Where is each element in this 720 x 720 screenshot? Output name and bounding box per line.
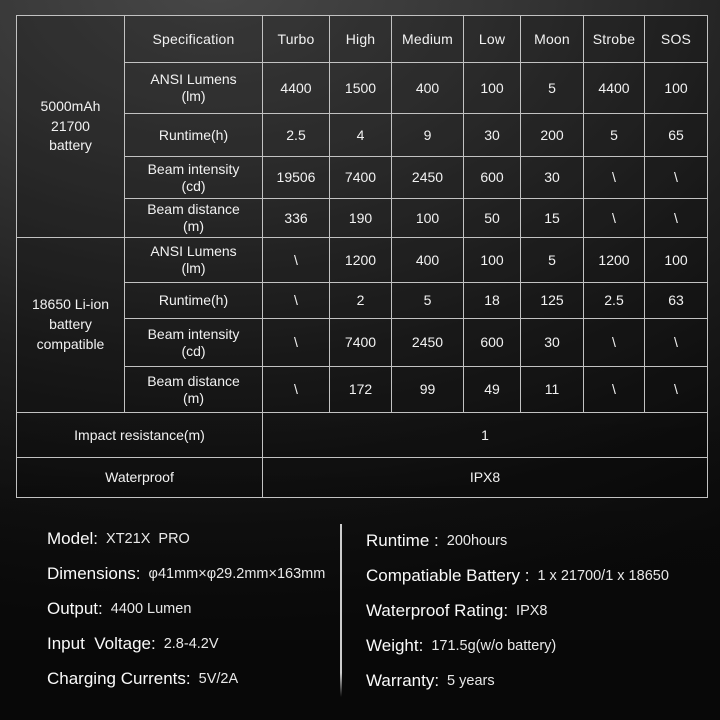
details-divider	[340, 524, 342, 697]
value-cell: 100	[464, 63, 521, 114]
value-cell: \	[584, 157, 645, 199]
table-header-row	[17, 16, 708, 63]
col-header-moon: Moon	[521, 16, 584, 63]
value-cell: 200	[521, 114, 584, 157]
detail-value: φ41mm×φ29.2mm×163mm	[148, 565, 326, 582]
spec-unit: (cd)	[181, 177, 206, 194]
spec-name: Beam intensity	[147, 325, 240, 342]
detail-waterproof-rating	[366, 593, 669, 628]
value-cell: 65	[645, 114, 708, 157]
spec-name: ANSI Lumens	[150, 71, 237, 88]
impact-resistance-label: Impact resistance(m)	[17, 413, 263, 458]
value-cell: \	[584, 199, 645, 238]
value-cell: 4	[330, 114, 392, 157]
detail-label: Waterproof Rating:	[366, 600, 509, 620]
col-header-low: Low	[464, 16, 521, 63]
value-cell: 100	[392, 199, 464, 238]
details-right-column	[366, 523, 669, 698]
value-cell: 7400	[330, 157, 392, 199]
detail-weight	[366, 628, 669, 663]
value-cell: 1200	[330, 238, 392, 283]
detail-label: Compatiable Battery :	[366, 565, 530, 585]
detail-label: Dimensions:	[47, 563, 141, 583]
spec-cell-ansi-lumens	[125, 238, 263, 283]
col-header-turbo: Turbo	[263, 16, 330, 63]
value-cell: 50	[464, 199, 521, 238]
detail-dimensions	[47, 556, 325, 591]
value-cell: 19506	[263, 157, 330, 199]
group-label-line: 21700	[51, 117, 90, 134]
detail-label: Input Voltage:	[47, 633, 156, 653]
detail-value: 4400 Lumen	[110, 600, 192, 617]
detail-input-voltage	[47, 626, 325, 661]
waterproof-label: Waterproof	[17, 458, 263, 498]
value-cell: 190	[330, 199, 392, 238]
detail-compatible-battery	[366, 558, 669, 593]
detail-value: 2.8-4.2V	[163, 635, 219, 652]
detail-label: Output:	[47, 598, 103, 618]
value-cell: 125	[521, 283, 584, 319]
value-cell: 1500	[330, 63, 392, 114]
detail-value: 171.5g(w/o battery)	[431, 637, 557, 654]
value-cell: 5	[584, 114, 645, 157]
value-cell: 7400	[330, 319, 392, 367]
spec-name: Beam intensity	[147, 160, 240, 177]
detail-output	[47, 591, 325, 626]
value-cell: \	[263, 238, 330, 283]
detail-value: 5 years	[447, 672, 495, 689]
detail-value: 200hours	[446, 532, 508, 549]
spec-cell-beam-intensity	[125, 319, 263, 367]
detail-warranty	[366, 663, 669, 698]
value-cell: \	[263, 367, 330, 413]
spec-name: Beam distance	[147, 201, 240, 218]
value-cell: 4400	[263, 63, 330, 114]
spec-unit: (cd)	[181, 342, 206, 359]
summary-row	[17, 458, 708, 498]
detail-charging-currents	[47, 661, 325, 696]
col-header-specification: Specification	[125, 16, 263, 63]
detail-model	[47, 521, 325, 556]
value-cell: \	[263, 283, 330, 319]
value-cell: 600	[464, 157, 521, 199]
value-cell: \	[645, 319, 708, 367]
value-cell: 30	[521, 319, 584, 367]
spec-unit: (m)	[183, 389, 204, 406]
value-cell: 49	[464, 367, 521, 413]
detail-label: Charging Currents:	[47, 668, 191, 688]
detail-label: Model:	[47, 528, 99, 548]
value-cell: 11	[521, 367, 584, 413]
detail-value: IPX8	[516, 602, 548, 619]
detail-label: Runtime :	[366, 530, 439, 550]
spec-row	[17, 238, 708, 283]
battery-group-label-21700	[17, 16, 125, 238]
value-cell: 18	[464, 283, 521, 319]
spec-unit: (m)	[183, 218, 204, 234]
value-cell: 5	[521, 238, 584, 283]
spec-cell-runtime	[125, 114, 263, 157]
summary-row	[17, 413, 708, 458]
value-cell: 5	[521, 63, 584, 114]
col-header-sos: SOS	[645, 16, 708, 63]
value-cell: 99	[392, 367, 464, 413]
value-cell: \	[584, 319, 645, 367]
detail-runtime	[366, 523, 669, 558]
value-cell: \	[263, 319, 330, 367]
detail-value: 5V/2A	[198, 670, 239, 687]
value-cell: \	[584, 367, 645, 413]
detail-value: 1 x 21700/1 x 18650	[537, 567, 669, 584]
spec-table	[16, 15, 708, 498]
spec-cell-beam-distance	[125, 199, 263, 238]
col-header-medium: Medium	[392, 16, 464, 63]
value-cell: 30	[521, 157, 584, 199]
details-left-column	[47, 521, 325, 696]
value-cell: 400	[392, 238, 464, 283]
value-cell: \	[645, 199, 708, 238]
spec-cell-runtime	[125, 283, 263, 319]
value-cell: 1200	[584, 238, 645, 283]
value-cell: 400	[392, 63, 464, 114]
value-cell: 4400	[584, 63, 645, 114]
value-cell: \	[645, 157, 708, 199]
detail-value: XT21X PRO	[106, 530, 190, 547]
spec-cell-ansi-lumens	[125, 63, 263, 114]
value-cell: 336	[263, 199, 330, 238]
battery-group-label-18650	[17, 238, 125, 413]
value-cell: 172	[330, 367, 392, 413]
value-cell: 100	[645, 63, 708, 114]
value-cell: 15	[521, 199, 584, 238]
spec-name: Runtime(h)	[158, 292, 229, 309]
impact-resistance-value: 1	[263, 413, 708, 458]
group-label-line: 18650 Li-ion	[31, 296, 110, 313]
waterproof-value: IPX8	[263, 458, 708, 498]
value-cell: 100	[464, 238, 521, 283]
spec-name: Runtime(h)	[158, 126, 229, 143]
group-label-line: compatible	[36, 335, 105, 352]
spec-cell-beam-distance	[125, 367, 263, 413]
value-cell: 30	[464, 114, 521, 157]
col-header-strobe: Strobe	[584, 16, 645, 63]
detail-label: Weight:	[366, 635, 424, 655]
value-cell: 2450	[392, 319, 464, 367]
col-header-high: High	[330, 16, 392, 63]
value-cell: 100	[645, 238, 708, 283]
value-cell: 2	[330, 283, 392, 319]
group-label-line: battery	[49, 316, 92, 333]
value-cell: 2.5	[263, 114, 330, 157]
value-cell: 63	[645, 283, 708, 319]
value-cell: 5	[392, 283, 464, 319]
group-label-line: battery	[49, 137, 92, 154]
value-cell: 2450	[392, 157, 464, 199]
value-cell: 9	[392, 114, 464, 157]
value-cell: 600	[464, 319, 521, 367]
spec-name: Beam distance	[147, 372, 240, 389]
spec-unit: (lm)	[181, 88, 206, 104]
detail-label: Warranty:	[366, 670, 440, 690]
group-label-line: 5000mAh	[40, 97, 101, 114]
spec-unit: (lm)	[181, 260, 206, 276]
spec-cell-beam-intensity	[125, 157, 263, 199]
spec-name: ANSI Lumens	[150, 243, 237, 260]
value-cell: 2.5	[584, 283, 645, 319]
value-cell: \	[645, 367, 708, 413]
